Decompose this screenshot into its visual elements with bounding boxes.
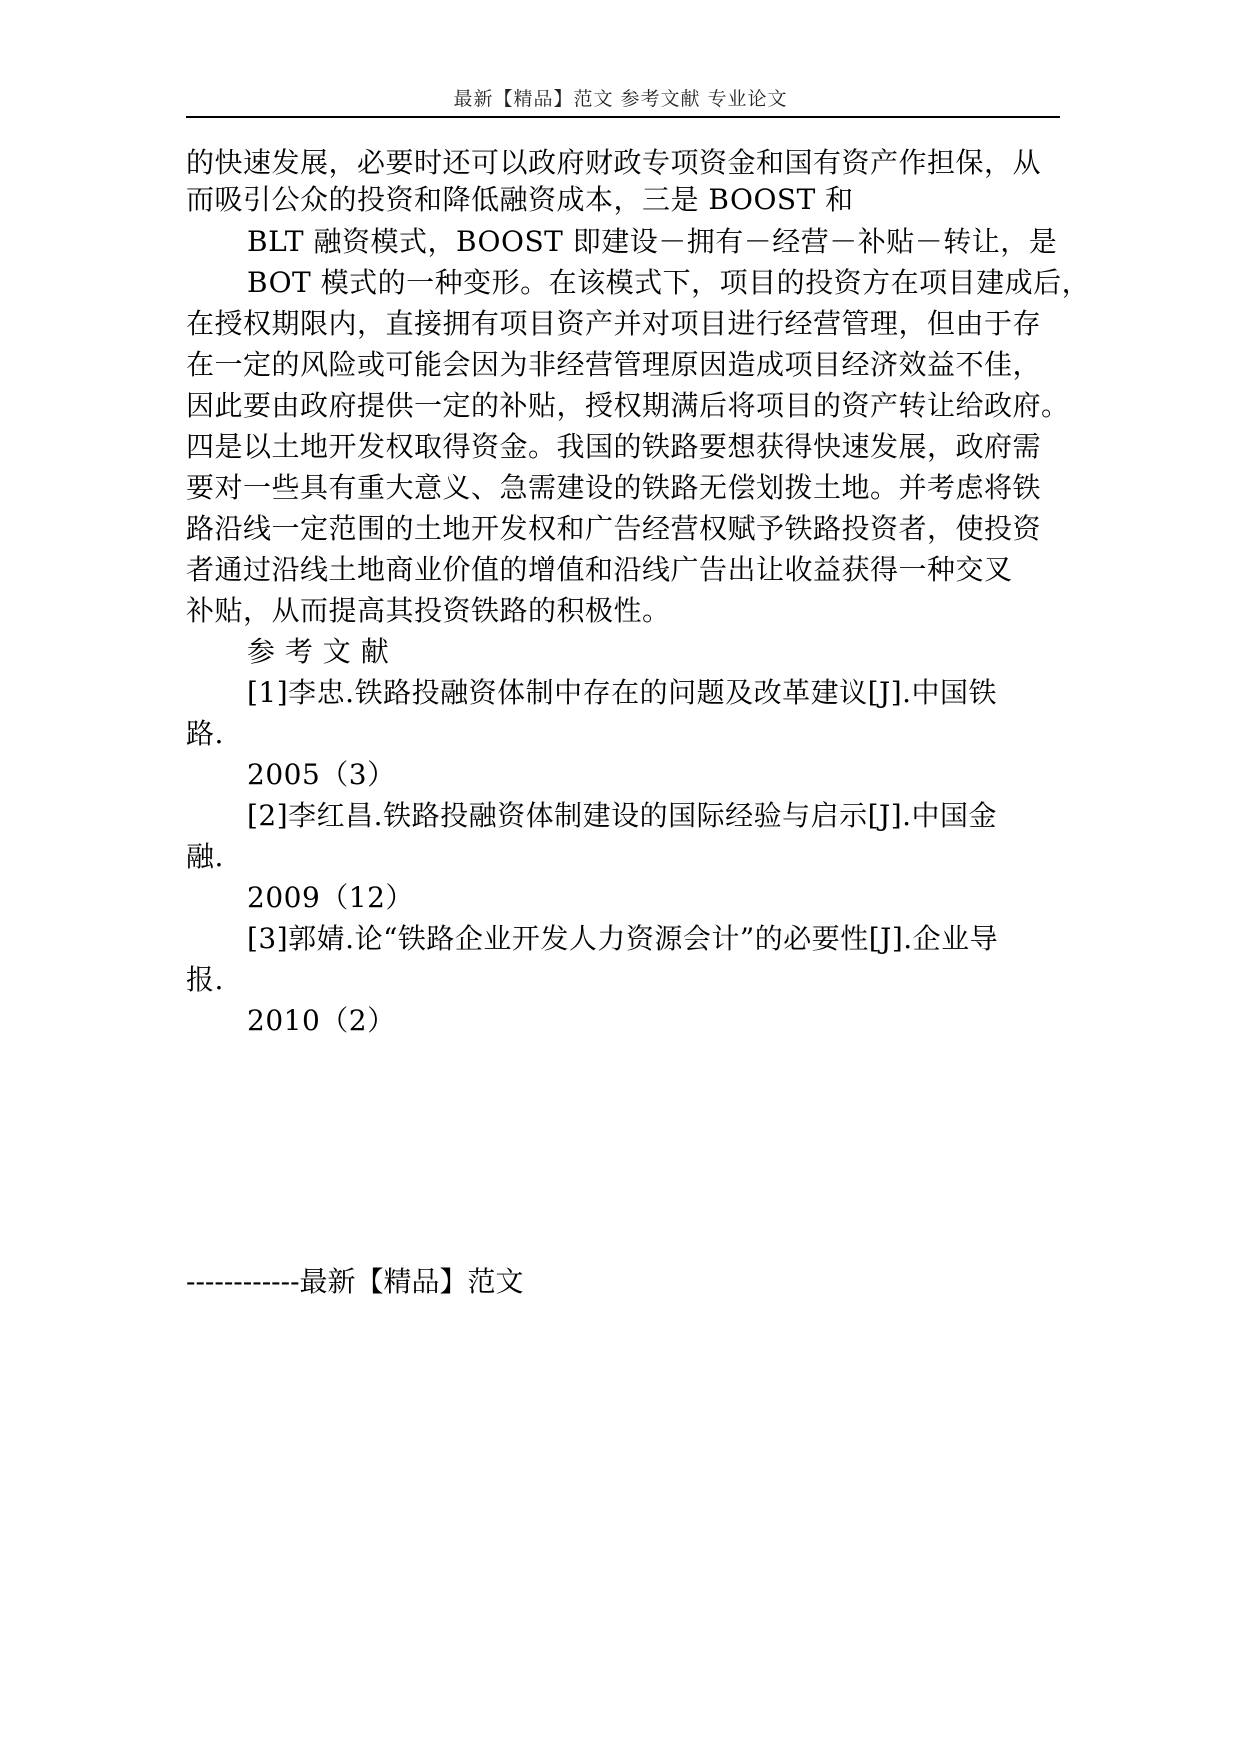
- body-line: 路沿线一定范围的土地开发权和广告经营权赋予铁路投资者，使投资: [186, 512, 1042, 545]
- body-line: BOT 模式的一种变形。在该模式下，项目的投资方在项目建成后，: [247, 266, 1091, 299]
- body-line: 的快速发展，必要时还可以政府财政专项资金和国有资产作担保，从: [186, 146, 1042, 179]
- body-line: BLT 融资模式，BOOST 即建设－拥有－经营－补贴－转让，是: [247, 225, 1058, 258]
- reference-line: [1]李忠.铁路投融资体制中存在的问题及改革建议[J].中国铁: [247, 676, 998, 709]
- body-line: 因此要由政府提供一定的补贴，授权期满后将项目的资产转让给政府。: [186, 389, 1070, 422]
- body-line: 补贴，从而提高其投资铁路的积极性。: [186, 594, 671, 627]
- body-line: 四是以土地开发权取得资金。我国的铁路要想获得快速发展，政府需: [186, 430, 1042, 463]
- reference-line: 路.: [186, 717, 224, 750]
- body-line: 在一定的风险或可能会因为非经营管理原因造成项目经济效益不佳，: [186, 348, 1042, 381]
- reference-line: [2]李红昌.铁路投融资体制建设的国际经验与启示[J].中国金: [247, 799, 998, 832]
- body-line: 要对一些具有重大意义、急需建设的铁路无偿划拨土地。并考虑将铁: [186, 471, 1042, 504]
- reference-line: 融.: [186, 840, 224, 873]
- references-heading: 参 考 文 献: [247, 635, 390, 668]
- body-line: 而吸引公众的投资和降低融资成本，三是 BOOST 和: [186, 183, 854, 216]
- reference-year: 2005（3）: [247, 758, 396, 791]
- header-rule: [186, 116, 1060, 118]
- reference-line: [3]郭婧.论“铁路企业开发人力资源会计”的必要性[J].企业导: [247, 922, 999, 955]
- reference-year: 2009（12）: [247, 881, 414, 914]
- page-header: 最新【精品】范文 参考文献 专业论文: [453, 88, 788, 110]
- body-line: 在授权期限内，直接拥有项目资产并对项目进行经营管理，但由于存: [186, 307, 1042, 340]
- page-footer: ------------最新【精品】范文: [186, 1265, 524, 1298]
- body-line: 者通过沿线土地商业价值的增值和沿线广告出让收益获得一种交叉: [186, 553, 1013, 586]
- reference-year: 2010（2）: [247, 1004, 396, 1037]
- reference-line: 报.: [186, 963, 224, 996]
